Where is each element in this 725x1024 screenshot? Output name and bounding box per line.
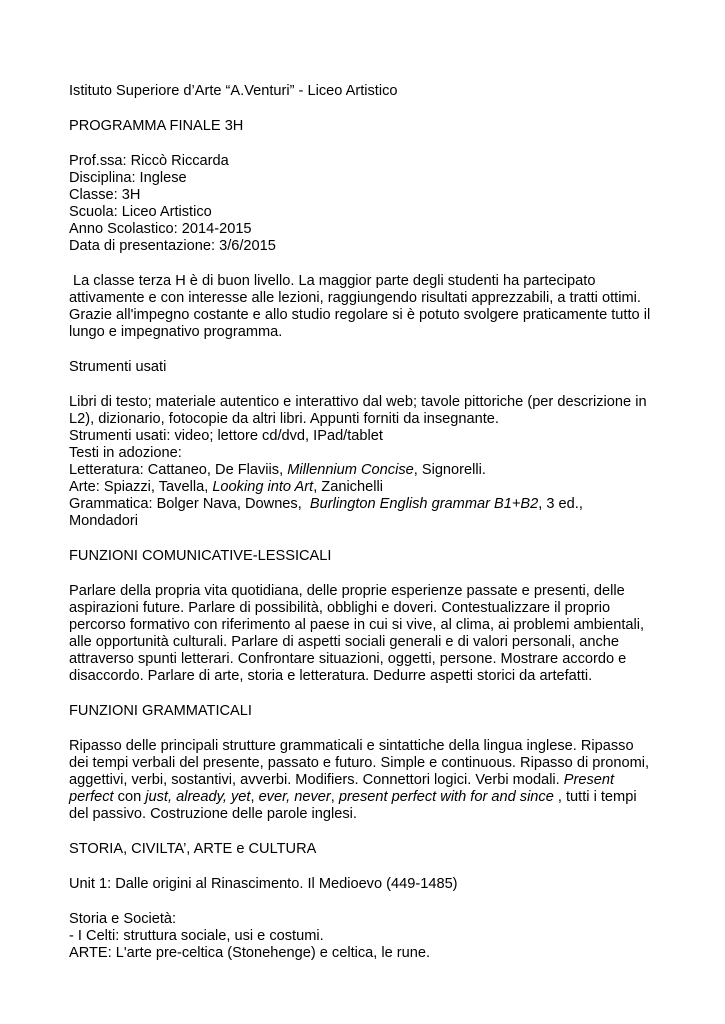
art-textbook: Arte: Spiazzi, Tavella, Looking into Art, Zanichelli xyxy=(69,479,383,495)
art-item: ARTE: L'arte pre-celtica (Stonehenge) e celtica, le rune. xyxy=(69,945,431,961)
literature-book-title: Millennium Concise xyxy=(287,462,414,478)
grammar-textbook: Grammatica: Bolger Nava, Downes, Burlington English grammar B1+B2, 3 ed., xyxy=(69,496,583,512)
paragraph-line: attraverso spunti letterari. Confrontare situazioni, oggetti, persone. Mostrare accordo e xyxy=(69,651,627,667)
paragraph-line: Ripasso delle principali strutture grammaticali e sintattiche della lingua inglese. Ripasso xyxy=(69,738,634,754)
paragraph-line: del passivo. Costruzione delle parole inglesi. xyxy=(69,806,357,822)
intro-line: La classe terza H è di buon livello. La maggior parte degli studenti ha partecipato xyxy=(73,273,596,289)
tools-line: L2), dizionario, fotocopie da altri libri. Appunti forniti da insegnante. xyxy=(69,411,499,427)
grammar-functions-paragraph xyxy=(69,738,669,823)
intro-paragraph xyxy=(69,273,669,341)
intro-line: attivamente e con interesse alle lezioni, raggiungendo risultati apprezzabili, a tratti ottimi. xyxy=(69,290,641,306)
tools-line: Testi in adozione: xyxy=(69,445,182,461)
history-section xyxy=(69,911,669,962)
subject-line: Disciplina: Inglese xyxy=(69,170,187,186)
communicative-functions-paragraph xyxy=(69,583,669,685)
intro-line: lungo e impegnativo programma. xyxy=(69,324,283,340)
history-heading: Storia e Società: xyxy=(69,911,177,927)
tools-line: Libri di testo; materiale autentico e interattivo dal web; tavole pittoriche (per descrizione in xyxy=(69,394,647,410)
paragraph-line: aspirazioni future. Parlare di possibilità, obblighi e doveri. Contestualizzare il proprio xyxy=(69,600,611,616)
tools-line: Strumenti usati: video; lettore cd/dvd, IPad/tablet xyxy=(69,428,383,444)
grammar-functions-heading: FUNZIONI GRAMMATICALI xyxy=(69,703,252,719)
literature-textbook: Letteratura: Cattaneo, De Flaviis, Millennium Concise, Signorelli. xyxy=(69,462,486,478)
class-line: Classe: 3H xyxy=(69,187,141,203)
grammar-publisher: Mondadori xyxy=(69,513,138,529)
year-line: Anno Scolastico: 2014-2015 xyxy=(69,221,252,237)
tools-paragraph xyxy=(69,394,669,530)
paragraph-line: percorso formativo con riferimento al paese in cui si vive, al clima, ai problemi ambientali, xyxy=(69,617,645,633)
paragraph-line: Parlare della propria vita quotidiana, delle proprie esperienze passate e presenti, delle xyxy=(69,583,625,599)
info-block xyxy=(69,153,669,255)
intro-line: Grazie all'impegno costante e allo studio regolare si è potuto svolgere praticamente tutto il xyxy=(69,307,651,323)
document-page xyxy=(69,83,669,962)
unit-title: Unit 1: Dalle origini al Rinascimento. Il Medioevo (449-1485) xyxy=(69,876,458,892)
paragraph-line: disaccordo. Parlare di arte, storia e letteratura. Dedurre aspetti storici da artefatti. xyxy=(69,668,593,684)
history-item: - I Celti: struttura sociale, usi e costumi. xyxy=(69,928,324,944)
paragraph-line: aggettivi, verbi, sostantivi, avverbi. Modifiers. Connettori logici. Verbi modali. Present xyxy=(69,772,615,788)
teacher-line: Prof.ssa: Riccò Riccarda xyxy=(69,153,229,169)
paragraph-line: alle opportunità culturali. Parlare di aspetti sociali generali e di valori personali, anche xyxy=(69,634,620,650)
program-title: PROGRAMMA FINALE 3H xyxy=(69,118,244,134)
grammar-book-title: Burlington English grammar B1+B2 xyxy=(309,496,539,512)
art-book-title: Looking into Art xyxy=(212,479,314,495)
paragraph-line: dei tempi verbali del presente, passato e futuro. Simple e continuous. Ripasso di pronomi, xyxy=(69,755,650,771)
school-line: Scuola: Liceo Artistico xyxy=(69,204,212,220)
date-line: Data di presentazione: 3/6/2015 xyxy=(69,238,276,254)
culture-heading: STORIA, CIVILTA’, ARTE e CULTURA xyxy=(69,841,317,857)
school-header: Istituto Superiore d’Arte “A.Venturi” - Liceo Artistico xyxy=(69,83,398,99)
paragraph-line: perfect con just, already, yet, ever, never, present perfect with for and since , tutti i tempi xyxy=(69,789,637,805)
tools-heading: Strumenti usati xyxy=(69,359,167,375)
communicative-functions-heading: FUNZIONI COMUNICATIVE-LESSICALI xyxy=(69,548,332,564)
